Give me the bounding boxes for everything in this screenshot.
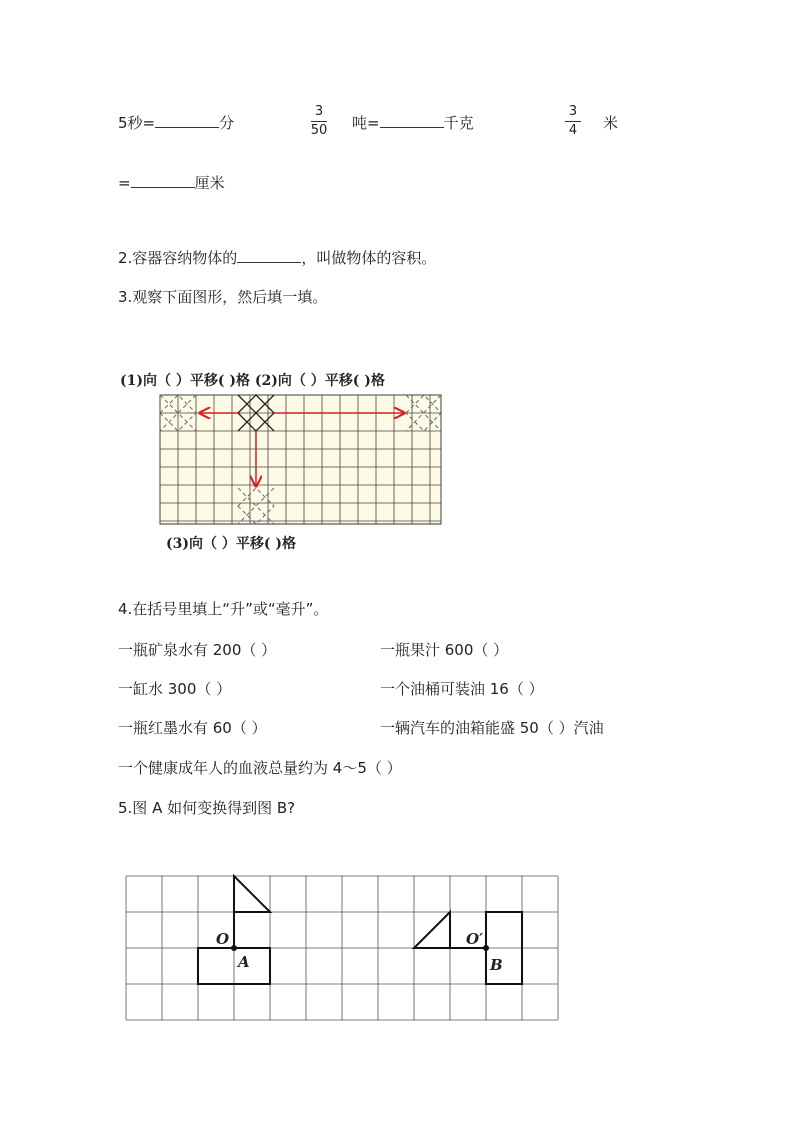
q1-seconds-row (118, 112, 234, 133)
q1-cm-unit: 厘米 (194, 174, 225, 192)
q4-item-4: 一个油桶可装油 16（ ） (380, 680, 544, 698)
q3-label-bottom: (3)向（ ）平移( )格 (166, 536, 296, 552)
q1-minutes-blank[interactable] (155, 113, 219, 128)
q1-fraction-a (309, 104, 329, 139)
q3-title: 3.观察下面图形，然后填一填。 (118, 288, 328, 306)
figure-b-triangle (414, 912, 450, 948)
label-a: A (238, 953, 250, 971)
q2-suffix: ，叫做物体的容积。 (301, 249, 437, 267)
fraction-bar (311, 121, 327, 122)
q4-item-1: 一瓶矿泉水有 200（ ） (118, 641, 277, 659)
q1-fraction-b (563, 104, 583, 139)
q4-item-7: 一个健康成年人的血液总量约为 4～5（ ） (118, 759, 402, 777)
q1-cm-blank[interactable] (131, 173, 195, 188)
q1-meter-unit: 米 (603, 114, 619, 132)
q1-ton-row (352, 112, 474, 133)
figure-a-triangle (234, 876, 270, 912)
q2-prefix: 2.容器容纳物体的 (118, 249, 238, 267)
q1-eq-sign: = (118, 174, 131, 192)
q1-kg-blank[interactable] (380, 113, 444, 128)
q1-minutes-unit: 分 (219, 114, 235, 132)
q4-item-6: 一辆汽车的油箱能盛 50（ ）汽油 (380, 719, 604, 737)
q1-seconds-prefix: 5秒= (118, 114, 156, 132)
q1-fraction-b-denominator: 4 (568, 123, 578, 138)
q4-item-5: 一瓶红墨水有 60（ ） (118, 719, 267, 737)
label-o-prime: O′ (466, 930, 484, 948)
q4-item-2: 一瓶果汁 600（ ） (380, 641, 509, 659)
q4-title: 4.在括号里填上“升”或“毫升”。 (118, 600, 329, 618)
q1-fraction-a-numerator: 3 (314, 104, 324, 119)
q2-blank[interactable] (237, 248, 301, 263)
point-o (231, 945, 237, 951)
q1-kg-unit: 千克 (443, 114, 474, 132)
q4-item-3: 一缸水 300（ ） (118, 680, 232, 698)
q3-label-top: (1)向（ ）平移( )格 (2)向（ ）平移( )格 (120, 373, 385, 389)
q1-cm-row (118, 172, 225, 193)
point-o-prime (483, 945, 489, 951)
q1-fraction-b-numerator: 3 (568, 104, 578, 119)
q2-line (118, 247, 436, 268)
q3-translation-grid (160, 395, 442, 525)
q1-ton-text: 吨= (352, 114, 380, 132)
label-b: B (490, 956, 503, 974)
fraction-bar (565, 121, 581, 122)
q5-transform-grid (126, 876, 562, 1024)
q5-title: 5.图 A 如何变换得到图 B? (118, 799, 296, 817)
q1-fraction-a-denominator: 50 (310, 123, 328, 138)
label-o: O (216, 930, 230, 948)
grid-background (160, 395, 441, 524)
